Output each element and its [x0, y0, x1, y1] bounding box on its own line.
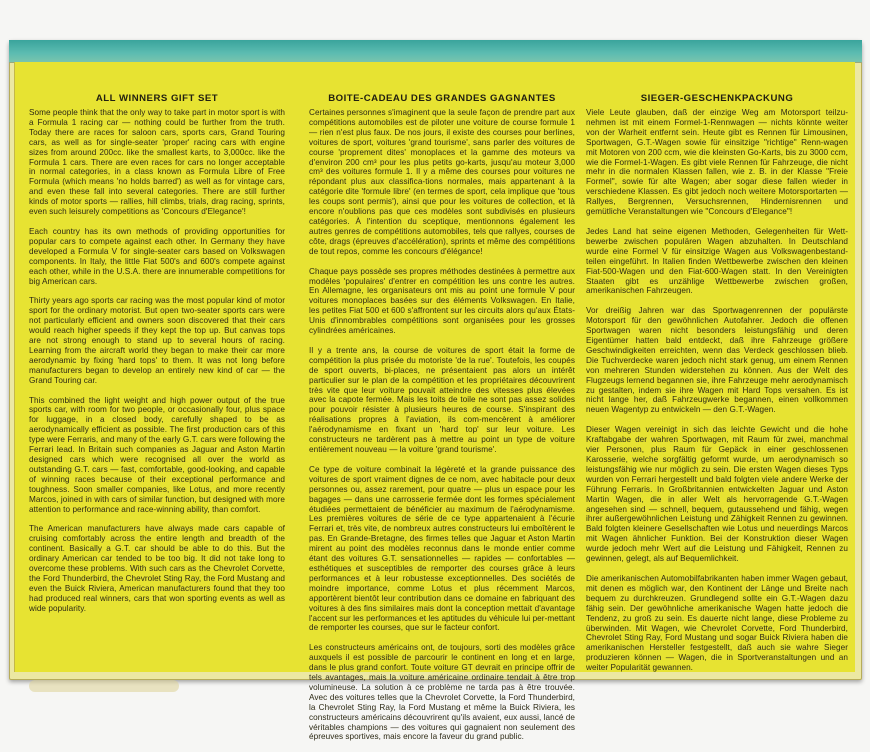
paragraph: Thirty years ago sports car racing was the most popular kind of motor sport for the ordinary motorist. But open two-seater sports cars were not particularly efficient and owners soon discovered that their cars would reach higher speeds if they kept the top up. But canvas tops are not strong enough to stand up to several hours of racing. Learning from the aircraft world they began to make their car more aerodynamic by fixing 'hard tops' to them. It was not long before manufacturers began to develop an entirely new kind of car — the Grand Touring car.	[29, 296, 285, 385]
paragraph: Dieser Wagen vereinigt in sich das leichte Gewicht und die hohe Kraftabgabe der wahren Sportwagen, mit Raum für zwei, manchmal vier Personen, plus Raum für Gepäck in einer geschlossenen Karosserie, welche sorgfältig geformt wurde, um aerodynamisch so leistungsfähig wie nur möglich zu sein. Die ersten Wagen dieses Typs wurden von Ferrari hergestellt und bald folgten viele andere Werke der Führung Ferraris. In Großbritannien entwickelten Jaguar und Aston Martin Wagen, die in aller Welt als hervorragende G.T.-Wagen angesehen sind — schnell, bequem, gutaussehend und fähig, wegen ihrer außergewöhnlichen Leistung und Zähigkeit Rennen zu gewinnen. Bald folgten kleinere Gesellschaften wie Lotus und neuerdings Marcos mit Wagen ähnlicher Funktion. Bei der Konstruktion dieser Wagen wurde jedoch mehr Wert auf die Leistung und Fähigkeit, Rennen zu gewinnen, gelegt, als auf Bequemlichkeit.	[586, 425, 848, 564]
paragraph: Some people think that the only way to take part in motor sport is with a Formula 1 racing car — nothing could be further from the truth. Today there are races for saloon cars, sports cars, Grand Touring cars, as well as for single-seater 'proper' racing cars with engine sizes from around 200cc. like the smallest karts, to 3,000cc. like the Formula 1 cars. There are even races for cars no longer acceptable in normal categories, in a class known as Formula Libre of Free Formula (which means 'no holds barred') as well as for vintage cars, and even these fall into several categories. There are still further kinds of motor sports — rallies, hill climbs, trials, drag racing, sprints, even such leisurely competitions as 'Concours d'Elegance'!	[29, 108, 285, 217]
paragraph: This combined the light weight and high power output of the true sports car, with room for two people, or occasionally four, plus space for luggage, in a closed body, carefully shaped to be as aerodynamically efficient as possible. The first production cars of this type were Ferraris, and many of the early G.T. cars were following the Ferrari lead. In Britain such companies as Jaguar and Aston Martin designed cars which were recognised all over the world as outstanding G.T. cars — fast, comfortable, good-looking, and capable of winning races because of their exceptional performance and toughness. Soon smaller companies, like Lotus, and more recently Marcos, joined in with cars of similar function, but designed with more attention to performance and race-winning ability, than comfort.	[29, 395, 285, 514]
paragraph: Vor dreißig Jahren war das Sportwagenrennen der populärste Motorsport für den gewöhnlichen Autofahrer. Jedoch die offenen Sportwagen waren nicht besonders leistungsfähig und deren Eigentümer hatten bald entdeckt, daß ihre Fahrzeuge größere Geschwindigkeiten erreichten, wenn das Verdeck geschlossen blieb. Die Tuchverdecke waren jedoch nicht stark genug, um einem Rennen von mehreren Stunden widerstehen zu können. Aus der Welt des Flugzeugs lernend begannen sie, ihre Fahrzeuge mehr aerodynamisch zu gestalten, indem sie ihre Wagen mit Hard Tops versahen. Es ist nicht lange her, daß Fahrzeugwerke begannen, einen vollkommen neuen Wagentyp zu entwickeln — den G.T.-Wagen.	[586, 306, 848, 415]
paragraph: Die amerikanischen Automobilfabrikanten haben immer Wagen gebaut, mit denen es möglich war, den Kontinent der Länge und Breite nach bequem zu durchkreuzen. Grundlegend sollte ein G.T.-Wagen dazu fähig sein. Der gewöhnliche amerikanische Wagen hatte jedoch die Tendenz, zu groß zu sein. Es dauerte nicht lange, diese Probleme zu überwinden. Mit Wagen, wie Chevrolet Corvette, Ford Thunderbird, Chevrolet Sting Ray, Ford Mustang und sogar Buick Riviera haben die amerikanischen Hersteller festgestellt, daß auch sie wahre Sieger produzieren können — Wagen, die in Sportveranstaltungen und an weiter Popularität gewannen.	[586, 573, 848, 673]
paragraph: Each country has its own methods of providing opportunities for popular cars to compete against each other. In Germany they have developed a Formula V for single-seater cars based on Volkswagen components. In Italy, the little Fiat 500's and 600's compete against each other, while in the U.S.A. there are innumerable competitions for big American cars.	[29, 226, 285, 286]
paragraph: Les constructeurs américains ont, de toujours, sorti des modèles grâce auxquels il est possible de parcourir le continent en long et en large, dans le plus grand confort. Toute voiture GT devrait en principe offrir de tels avantages, mais la voiture américaine ordinaire tendait à être trop volumineuse. La solution à ce problème ne tarda pas à être trouvée. Avec des voitures telles que la Chevrolet Corvette, la Ford Thunderbird, la Chevrolet Sting Ray, la Ford Mustang et même la Buick Riviera, les constructeurs américains découvrirent qu'ils avaient, eux aussi, lancé de véritables champions — des voitures qui gagnaient non seulement des épreuves sportives, mais encore la faveur du grand public.	[309, 643, 575, 742]
gift-set-box-back	[9, 40, 862, 742]
column-german	[586, 108, 848, 683]
heading-german: SIEGER-GESCHENKPACKUNG	[640, 93, 794, 104]
heading-french: BOITE-CADEAU DES GRANDES GAGNANTES	[328, 93, 556, 104]
column-french	[309, 108, 575, 752]
column-english	[29, 108, 285, 624]
paragraph: Chaque pays possède ses propres méthodes destinées à permettre aux modèles 'populaires' d'entrer en compétition les uns contre les autres. En Allemagne, les organisateurs ont mis au point une formule V pour voitures monoplaces basées sur des éléments Volkswagen. En Italie, les petites Fiat 500 et 600 s'affrontent sur les circuits alors qu'aux États-Unis d'innombrables compétitions sont organisées pour les grosses cylindrées américaines.	[309, 266, 575, 336]
paragraph: Ce type de voiture combinait la légèreté et la grande puissance des voitures de sport vraiment dignes de ce nom, avec habitacle pour deux personnes ou, assez rarement, pour quatre — plus un espace pour les bagages — dans une carrosserie fermée dont les formes spécialement étudiées permettaient de bénéficier au maximum de l'aérodynamisme. Les premières voitures de série de ce type appartenaient à l'écurie Ferrari et, très vite, de nombreux autres constructeurs lui emboîtèrent le pas. En Grande-Bretagne, des firmes telles que Jaguar et Aston Martin mirent au point des modèles reconnus dans le monde entier comme étant des voitures G.T. sensationnelles — rapides — confortables — esthétiques et susceptibles de remporter des courses grâce à leurs performances et à leur robustesse exceptionnelles. Des sociétés de moindre importance, comme Lotus et plus récemment Marcos, apportèrent bientôt leur contribution dans ce domaine en fabriquant des voitures à des fins similaires mais dont la conception mettait d'avantage l'accent sur les performances et les aptitudes du véhicule lui per-mettant de remporter les courses, que sur le facteur confort.	[309, 464, 575, 633]
yellow-text-panel	[14, 62, 855, 742]
paragraph: Certaines personnes s'imaginent que la seule façon de prendre part aux compétitions automobiles est de piloter une voiture de course formule 1 — rien n'est plus faux. De nos jours, il existe des courses pour berlines, voitures de sport, voitures 'grand tourisme', sans parler des voitures de course 'proprement dites' monoplaces et la gamme des moteurs va d'environ 200 cm³ pour les plus petits go-karts, jusqu'au moteur 3,000 cm³ des voitures formule 1. Il y a même des courses pour voitures ne répondant plus aux classifica-tions normales, mais appartenant à la catégorie dite 'formule libre' (en termes de sport, cela implique que 'tous les coups sont permis'), ainsi que pour les voitures de collection, et là encore n'oublions pas que ces modèles sont subdivisés en plusieurs catégories. À l'intention du sceptique, mentionnons également les autres genres de compétitions automobiles, tels que rallyes, courses de côte, drags (épreuves d'accélération), sprints et même des compétitions de tout repos, comme les concours d'élégance!	[309, 108, 575, 256]
paragraph: Jedes Land hat seine eigenen Methoden, Gelegenheiten für Wett-bewerbe zwischen populären Wagen abzuhalten. In Deutschland wurde eine Formel V für einsitzige Wagen aus Volkswagenbestand-teilen eingeführt. In Italien finden Wettbewerbe zwischen den kleinen Fiat-500-Wagen und den Fiat-600-Wagen statt. In den Vereinigten Staaten gibt es unzählige Wettbewerbe zwischen großen, amerikanischen Fahrzeugen.	[586, 226, 848, 296]
heading-english: ALL WINNERS GIFT SET	[95, 93, 219, 104]
paragraph: Il y a trente ans, la course de voitures de sport était la forme de compétition la plus prisée du motoriste 'de la rue'. Toutefois, les coupés de sport ouverts, bi-places, ne présentaient pas alors un intérêt particulier sur le plan de la compétition et les propriétaires découvrirent très vite que leur voiture pouvait atteindre des vitesses plus élevées avec la capote fermée. Mais les toits de toile ne sont pas assez solides pour pouvoir résister à plusieurs heures de course. S'inspirant des réalisations propres à l'aviation, ils com-mencèrent à améliorer l'aérodynamisme en fixant un 'hard top' sur leur voiture. Les constructeurs ne tardèrent pas à mettre au point un type de voiture entièrement nouveau — la voiture 'grand tourisme'.	[309, 345, 575, 454]
box-top-edge	[9, 40, 862, 63]
box-wear-mark	[29, 680, 179, 692]
paragraph: The American manufacturers have always made cars capable of cruising comfortably across the entire length and breadth of the continent. Basically a G.T. car should be able to do this. But the ordinary American car tended to be too big. It did not take long to overcome these problems. With such cars as the Chevrolet Corvette, the Ford Thunderbird, the Chevrolet Sting Ray, the Ford Mustang and even the Buick Riviera, American manufacturers found that they too had produced real winners, cars that won sporting events as well as wide popularity.	[29, 524, 285, 613]
paragraph: Viele Leute glauben, daß der einzige Weg am Motorsport teilzu-nehmen ist mit einem Formel-1-Rennwagen — nichts könnte weiter von der Warheit entfernt sein. Heute gibt es Rennen für Limousinen, Sportwagen, G.T.-Wagen sowie für einsitzige "richtige" Renn-wagen mit Motoren von 200 ccm, wie die kleinsten Go-Karts, bis zu 3000 ccm, wie die Formel-1-Wagen. Es gibt viele Rennen für Fahrzeuge, die nicht mehr in die normalen Klassen fallen, wie z. B. in der Klasse "Freie Formel", sowie für alte Wagen; aber sogar diese fallen wieder in verschiedene Klassen. Es gibt jedoch noch weitere Motorsportarten — Rallyes, Bergrennen, Versuchsrennen, Hindernisrennen und gemütliche Veranstaltungen wie "Concours d'Elegance"!	[586, 108, 848, 217]
